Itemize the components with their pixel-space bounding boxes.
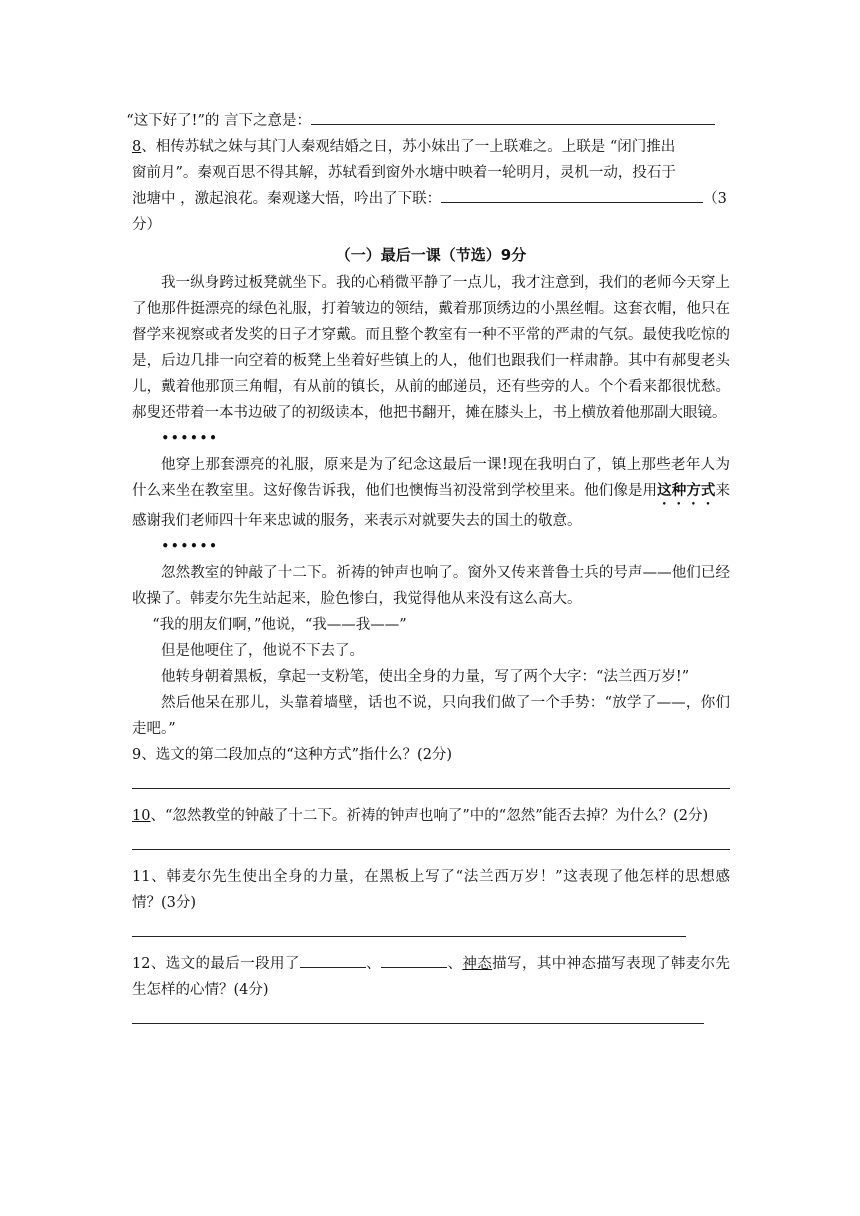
answer-line[interactable] [132,1023,704,1024]
separator: 、 [365,956,382,972]
question-10-number: 10 [132,808,151,824]
passage-paragraph-1: 我一纵身跨过板凳就坐下。我的心稍微平静了一点儿，我才注意到，我们的老师今天穿上了他那件挺漂亮的绿色礼服，打着皱边的领结，戴着那顶绣边的小黑丝帽。这套衣帽，他只在督学来视察或者发奖的日子才穿戴。而且整个教室有一种不平常的严肃的气氛。最使我吃惊的是，后边几排一向空着的板凳上坐着好些镇上的人，他们也跟我们一样肃静。其中有郝叟老头儿，戴着他那顶三角帽，有从前的镇长，从前的邮递员，还有些旁的人。个个看来都很忧愁。郝叟还带着一本书边破了的初级读本，他把书翻开，摊在膝头上，书上横放着他那副大眼镜。 [132,275,730,421]
content-column [126,108,731,1038]
question-8-line1: 、相传苏轼之妹与其门人秦观结婚之日，苏小妹出了一上联难之。上联是 “闭门推出 [141,139,676,155]
question-8-line2: 窗前月”。秦观百思不得其解，苏轼看到窗外水塘中映着一轮明月，灵机一动，投石于 [132,165,676,181]
question-8 [132,134,730,160]
question-8-line3-text: 池塘中 ，激起浪花。秦观遂大悟，吟出了下联： [132,191,442,207]
question-12 [132,951,730,1003]
answer-blank[interactable] [311,110,715,125]
p2-text-pre: 他穿上那套漂亮的礼服，原来是为了纪念这最后一课!现在我明白了，镇上那些老年人为什么来坐在教室里。这好像告诉我，他们也懊悔当初没常到学校里来。他们像是用 [132,457,730,499]
question-8-line3 [132,186,730,212]
answer-line[interactable] [132,936,686,937]
emphasized-phrase: 这种方式 [657,482,716,499]
passage-paragraph-5: 但是他哽住了，他说不下去了。 [161,643,364,659]
question-10-text: 、“忽然教堂的钟敲了十二下。祈祷的钟声也响了”中的“忽然”能否去掉？为什么？(2分) [150,808,709,824]
shentai-word: 神态 [462,956,493,972]
question-8-line4: 分） [132,217,161,233]
question-10 [132,803,730,829]
question-8-score: （3 [703,191,727,207]
answer-line[interactable] [132,849,730,850]
passage-paragraph-4: “我的朋友们啊，”他说，“我——我——” [152,617,407,633]
passage-paragraph-6: 他转身朝着黑板，拿起一支粉笔，使出全身的力量，写了两个大字：“法兰西万岁!” [161,669,690,685]
answer-blank[interactable] [381,953,447,968]
answer-blank[interactable] [441,188,703,203]
question-12-text: 12、选文的最后一段用了 [132,956,300,972]
passage-paragraph-3: 忽然教室的钟敲了十二下。祈祷的钟声也响了。窗外又传来普鲁士兵的号声——他们已经收操了。韩麦尔先生站起来，脸色惨白，我觉得他从来没有这么高大。 [132,565,730,607]
question-12-tail: 描写，其中神态描写表现了韩麦尔先生怎样的心情？(4分) [132,956,731,998]
section-title: （一）最后一课（节选）9分 [335,246,527,264]
answer-blank[interactable] [300,953,366,968]
prev-question-label: “这下好了!”的 言下之意是： [126,113,311,129]
question-8-number: 8 [132,139,142,155]
question-9: 9、选文的第二段加点的“这种方式”指什么？(2分) [132,747,453,763]
question-11: 11、韩麦尔先生使出全身的力量，在黑板上写了“法兰西万岁！”这表现了他怎样的思想感情？(3分) [132,869,730,911]
ellipsis-mark: •••••• [161,431,219,447]
answer-line[interactable] [132,788,730,789]
passage-paragraph-7: 然后他呆在那儿，头靠着墙壁，话也不说，只向我们做了一个手势：“放学了——，你们走吧。” [132,695,730,737]
ellipsis-mark: •••••• [161,539,219,555]
passage-paragraph-2 [132,452,730,534]
separator: 、 [447,956,463,972]
prev-question [126,108,730,134]
p2-text-post: 来感谢我们老师四十年来忠诚的服务，来表示对就要失去的国土的敬意。 [132,483,731,529]
